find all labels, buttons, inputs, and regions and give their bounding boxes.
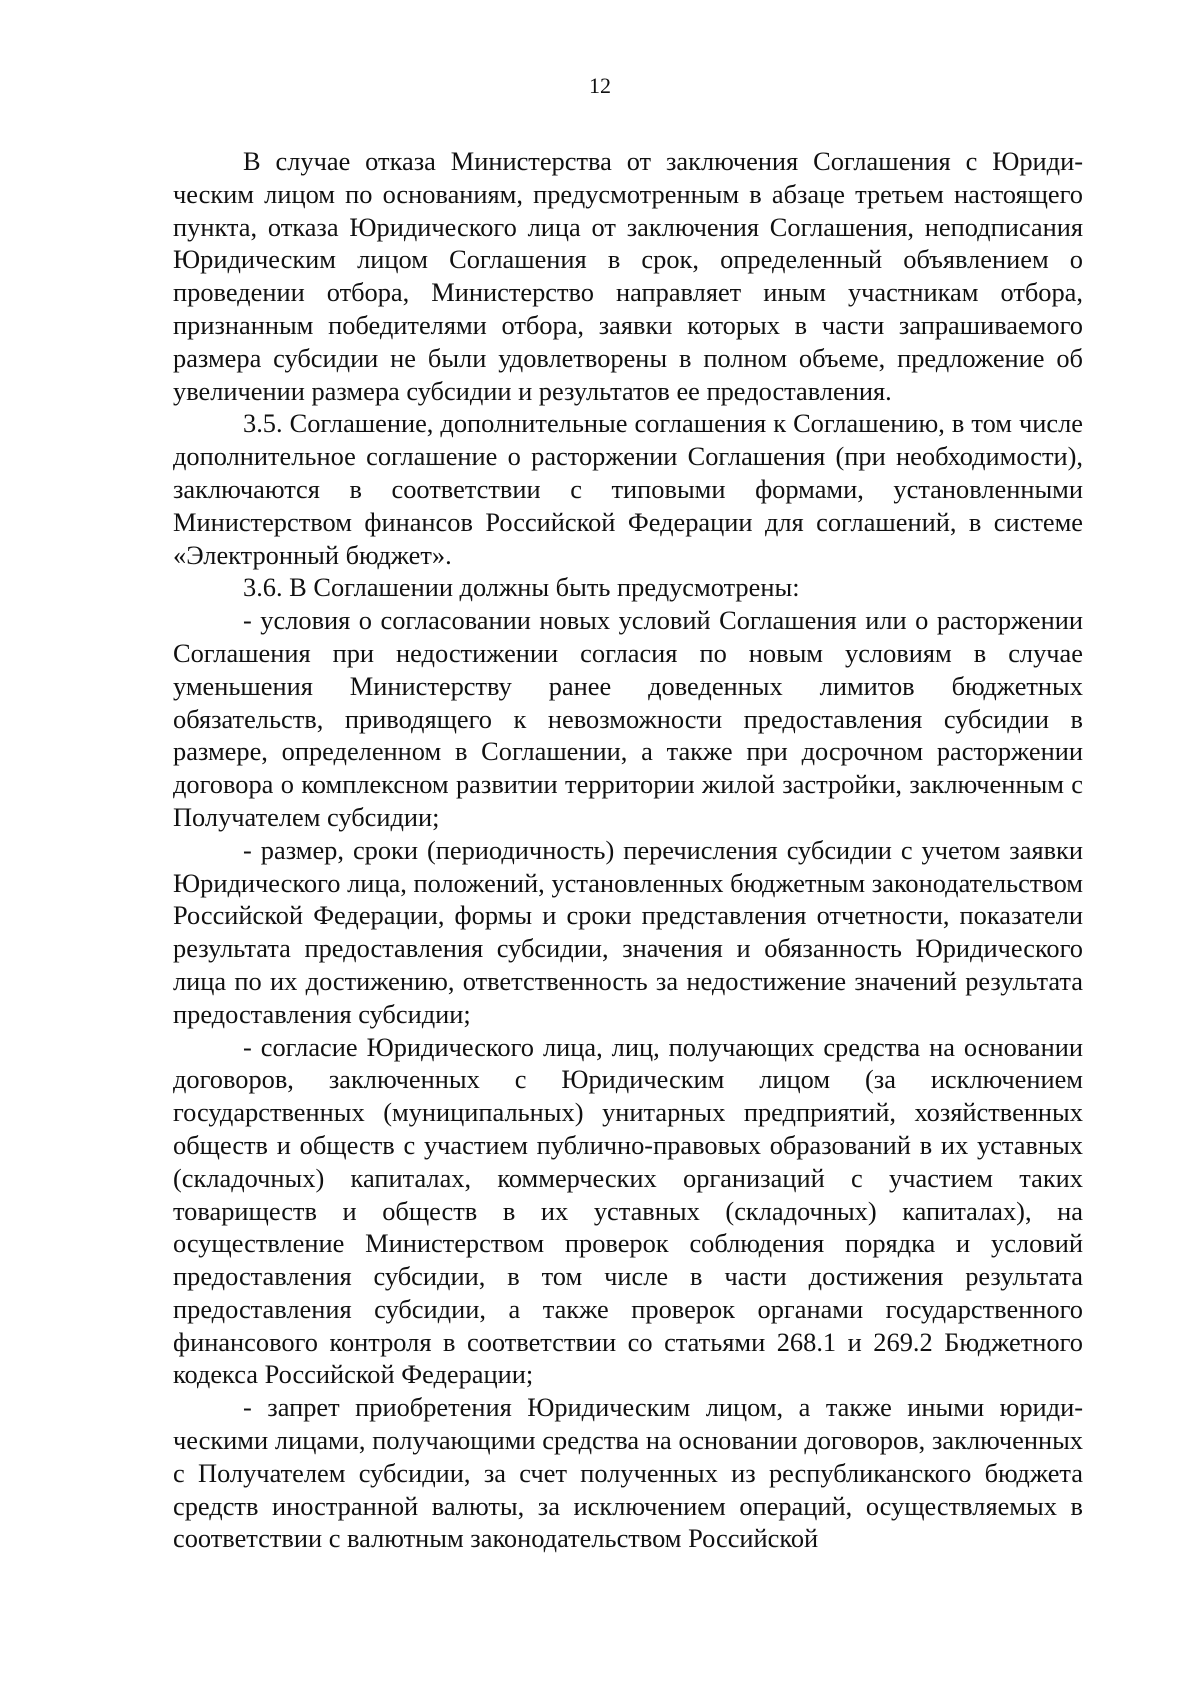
paragraph-3-5: 3.5. Соглашение, дополнительные соглашения к Соглашению, в том числе дополнительное соглашение о расторжении Соглашения (при необходимости), заключаются в соответствии с типовыми формами, установленными Министерством финансов Российской Федерации для соглашений, в системе «Электронный бюджет». [173,408,1083,570]
page-number: 12 [589,73,611,98]
paragraph-3-6: 3.6. В Соглашении должны быть предусмотрены: [243,572,800,603]
list-item-consent: - согласие Юридического лица, лиц, получающих средства на основании договоров, заключенных с Юридическим лицом (за исключением государственных (муниципальных) унитарных предприятий, хозяйственных обществ и обществ с участием публично-правовых образований в их уставных (складочных) капиталах, коммерческих организаций с участием таких товариществ и обществ в их уставных (складочных) капиталах), на осуществление Министерством проверок соблюдения порядка и условий предоставления субсидии, в том числе в части достижения результата предоставления субсидии, а также проверок органами государственного финансового контроля в соответствии со статьями 268.1 и 269.2 Бюджетного кодекса Российской Федерации; [173,1031,1083,1390]
paragraph-refusal-case: В случае отказа Министерства от заключения Соглашения с Юридическим лицом по основаниям, предусмотренным в абзаце третьем настоящего пункта, отказа Юридического лица от заключения Соглашения, неподписания Юридическим лицом Соглашения в срок, определенный объявлением о проведении отбора, Министерство направляет иным участникам отбора, признанным победителями отбора, заявки которых в части запрашиваемого размера субсидии не были удовлетворены в полном объеме, предложение об увеличении размера субсидии и результатов ее предоставления. [173,146,1083,406]
list-item-conditions: - условия о согласовании новых условий Соглашения или о расторжении Соглашения при недостижении согласия по новым условиям в случае уменьшения Министерству ранее доведенных лимитов бюджетных обязательств, приводящего к невозможности предоставления субсидии в размере, определенном в Соглашении, а также при досрочном расторжении договора о комплексном развитии территории жилой застройки, заключенным с Получателем субсидии; [173,605,1083,832]
list-item-currency-ban: - запрет приобретения Юридическим лицом, а также иными юридическими лицами, получающими средства на основании договоров, заключенных с Получателем субсидии, за счет полученных из республиканского бюджета средств иностранной валюты, за исключением операций, осуществляемых в соответствии с валютным законодательством Российской [173,1392,1083,1554]
list-item-amount-terms: - размер, сроки (периодичность) перечисления субсидии с учетом заявки Юридического лица, положений, установленных бюджетным законодательством Российской Федерации, формы и сроки представления отчетности, показатели результата предоставления субсидии, значения и обязанность Юридического лица по их достижению, ответственность за недостижение значений результата предоставления субсидии; [173,834,1083,1029]
document-body [173,145,1083,1555]
